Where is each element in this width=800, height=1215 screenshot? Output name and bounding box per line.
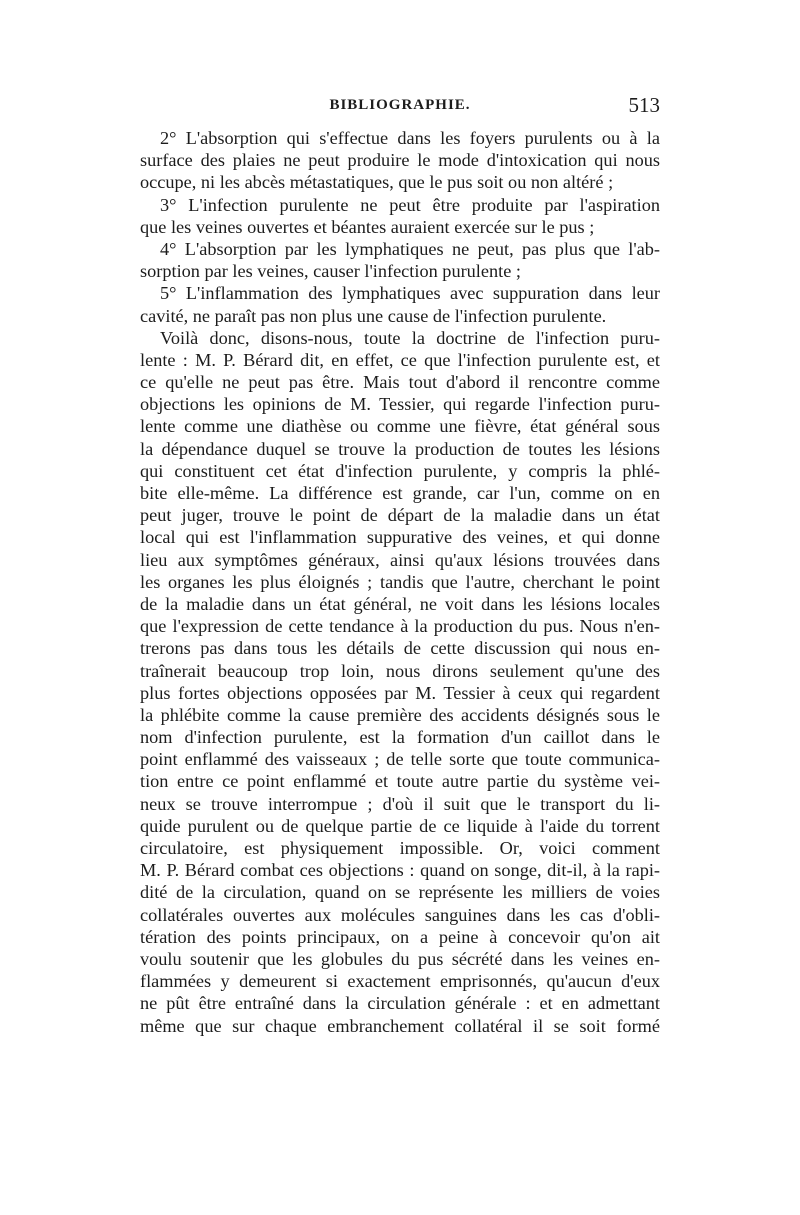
- text-line: que l'expression de cette tendance à la production du pus. Nous n'en-: [140, 616, 660, 637]
- page-number: 513: [628, 93, 660, 117]
- text-line: neux se trouve interrompue ; d'où il suit que le transport du li-: [140, 793, 660, 814]
- text-line: qui constituent cet état d'infection purulente, y compris la phlé-: [140, 460, 660, 481]
- text-line: dité de la circulation, quand on se représente les milliers de voies: [140, 882, 660, 903]
- text-line: collatérales ouvertes aux molécules sanguines dans les cas d'obli-: [140, 904, 660, 925]
- text-line: nom d'infection purulente, est la formation d'un caillot dans le: [140, 727, 660, 748]
- text-line: occupe, ni les abcès métastatiques, que le pus soit ou non altéré ;: [140, 172, 614, 193]
- running-head-title: BIBLIOGRAPHIE.: [329, 97, 471, 113]
- text-line: 2° L'absorption qui s'effectue dans les foyers purulents ou à la: [160, 128, 660, 148]
- text-line: la dépendance duquel se trouve la production de toutes les lésions: [140, 438, 660, 459]
- text-line: traînerait beaucoup trop loin, nous dirons seulement qu'une des: [140, 660, 660, 681]
- text-line: Voilà donc, disons-nous, toute la doctrine de l'infection puru-: [160, 327, 660, 348]
- text-line: quide purulent ou de quelque partie de ce liquide à l'aide du torrent: [140, 815, 660, 836]
- text-line: local qui est l'inflammation suppurative des veines, et qui donne: [140, 527, 660, 548]
- text-line: tion entre ce point enflammé et toute autre partie du système vei-: [140, 771, 660, 792]
- text-line: trerons pas dans tous les détails de cette discussion qui nous en-: [140, 638, 660, 659]
- text-line: cavité, ne paraît pas non plus une cause de l'infection purulente.: [140, 305, 607, 326]
- text-line: 4° L'absorption par les lymphatiques ne peut, pas plus que l'ab-: [160, 238, 660, 259]
- text-line: objections les opinions de M. Tessier, qui regarde l'infection puru-: [140, 394, 660, 415]
- text-line: point enflammé des vaisseaux ; de telle sorte que toute communica-: [140, 749, 660, 770]
- text-line: lente comme une diathèse ou comme une fièvre, état général sous: [140, 416, 660, 437]
- text-line: surface des plaies ne peut produire le mode d'intoxication qui nous: [140, 150, 660, 171]
- text-line: ce qu'elle ne peut pas être. Mais tout d'abord il rencontre comme: [140, 372, 660, 393]
- text-line: que les veines ouvertes et béantes auraient exercée sur le pus ;: [140, 216, 595, 237]
- text-line: même que sur chaque embranchement collatéral il se soit formé: [140, 1015, 660, 1036]
- body-text: [140, 127, 660, 1037]
- text-line: peut juger, trouve le point de départ de la maladie dans un état: [140, 505, 660, 526]
- text-line: de la maladie dans un état général, ne voit dans les lésions locales: [140, 593, 660, 614]
- text-line: 5° L'inflammation des lymphatiques avec suppuration dans leur: [160, 283, 660, 304]
- text-line: circulatoire, est physiquement impossible. Or, voici comment: [140, 838, 660, 858]
- text-line: ne pût être entraîné dans la circulation générale : et en admettant: [140, 993, 660, 1014]
- text-line: les organes les plus éloignés ; tandis que l'autre, cherchant le point: [140, 571, 660, 592]
- text-line: plus fortes objections opposées par M. Tessier à ceux qui regardent: [140, 682, 660, 703]
- text-line: 3° L'infection purulente ne peut être produite par l'aspiration: [160, 194, 660, 215]
- text-line: lente : M. P. Bérard dit, en effet, ce que l'infection purulente est, et: [140, 349, 660, 370]
- text-line: voulu soutenir que les globules du pus sécrété dans les veines en-: [140, 948, 660, 969]
- text-line: sorption par les veines, causer l'infection purulente ;: [140, 261, 521, 282]
- text-line: la phlébite comme la cause première des accidents désignés sous le: [140, 704, 660, 725]
- text-line: M. P. Bérard combat ces objections : quand on songe, dit-il, à la rapi-: [140, 860, 660, 881]
- text-line: flammées y demeurent si exactement emprisonnés, qu'aucun d'eux: [140, 971, 660, 992]
- text-line: bite elle-même. La différence est grande, car l'un, comme on en: [140, 483, 660, 503]
- text-line: lieu aux symptômes généraux, ainsi qu'aux lésions trouvées dans: [140, 549, 660, 570]
- text-line: tération des points principaux, on a peine à concevoir qu'on ait: [140, 926, 660, 947]
- running-head: [140, 93, 660, 121]
